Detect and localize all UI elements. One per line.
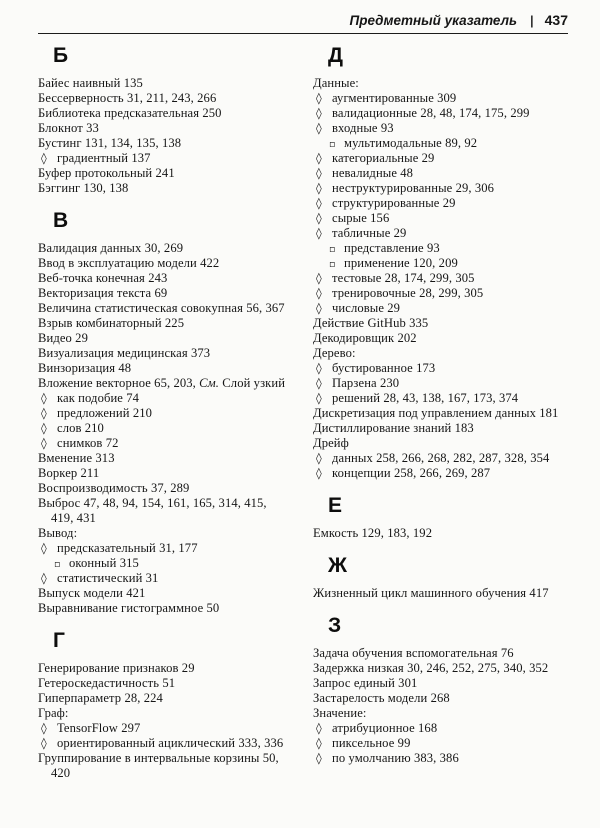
index-entry: [313, 286, 564, 301]
diamond-bullet-icon: ◊: [316, 376, 322, 390]
entry-term-pages: Емкость 129, 183, 192: [313, 526, 433, 540]
entry-term-pages: числовые 29: [332, 301, 401, 315]
entry-term-pages: структурированные 29: [332, 196, 456, 210]
entry-term-pages: Выпуск модели 421: [38, 586, 146, 600]
index-entry: [313, 316, 564, 331]
entry-term-pages: по умолчанию 383, 386: [332, 751, 459, 765]
index-entry: [313, 151, 564, 166]
index-entry: [313, 346, 564, 361]
index-entry: [313, 271, 564, 286]
entry-term-pages: Значение:: [313, 706, 367, 720]
index-entry: [38, 376, 289, 391]
index-entry: [313, 466, 564, 481]
entry-term-pages: Граф:: [38, 706, 69, 720]
index-entry: [38, 556, 289, 571]
entry-term-pages: статистический 31: [57, 571, 159, 585]
index-entry: [313, 406, 564, 421]
entry-term-pages: оконный 315: [69, 556, 139, 570]
entry-term-pages: данных 258, 266, 268, 282, 287, 328, 354: [332, 451, 550, 465]
index-entry: [313, 91, 564, 106]
entry-term-pages: Воркер 211: [38, 466, 100, 480]
entry-term-pages: предложений 210: [57, 406, 153, 420]
entry-term-pages: TensorFlow 297: [57, 721, 141, 735]
index-entry: [38, 166, 289, 181]
see-reference-label: См.: [199, 376, 220, 390]
entry-term-pages: Бессерверность 31, 211, 243, 266: [38, 91, 217, 105]
index-entry: [313, 436, 564, 451]
entry-term-pages: Данные:: [313, 76, 359, 90]
index-entry: [38, 271, 289, 286]
index-entry: [313, 136, 564, 151]
entry-term-pages: Группирование в интервальные корзины 50, 420: [38, 751, 279, 780]
diamond-bullet-icon: ◊: [41, 721, 47, 735]
entry-term-pages: Воспроизводимость 37, 289: [38, 481, 190, 495]
square-bullet-icon: ▫: [54, 559, 61, 570]
index-entry: [38, 331, 289, 346]
entry-term-pages: невалидные 48: [332, 166, 414, 180]
index-entry: [313, 106, 564, 121]
diamond-bullet-icon: ◊: [316, 301, 322, 315]
index-entry: [313, 736, 564, 751]
entry-term-pages: Видео 29: [38, 331, 88, 345]
index-entry: [38, 181, 289, 196]
index-entry: [313, 181, 564, 196]
index-entry: [313, 751, 564, 766]
entry-term-pages: пиксельное 99: [332, 736, 411, 750]
diamond-bullet-icon: ◊: [316, 451, 322, 465]
entry-term-pages: Дистиллирование знаний 183: [313, 421, 474, 435]
entry-term-pages: ориентированный ациклический 333, 336: [57, 736, 284, 750]
entry-term-pages: снимков 72: [57, 436, 119, 450]
index-entry: [38, 751, 289, 781]
index-entry: [38, 541, 289, 556]
entry-term-pages: концепции 258, 266, 269, 287: [332, 466, 491, 480]
index-entry: [38, 256, 289, 271]
entry-term-pages: Библиотека предсказательная 250: [38, 106, 222, 120]
index-columns: [38, 37, 568, 781]
entry-term-pages: Взрыв комбинаторный 225: [38, 316, 185, 330]
index-entry: [313, 166, 564, 181]
index-entry: [313, 361, 564, 376]
entry-term-pages: Гиперпараметр 28, 224: [38, 691, 163, 705]
index-entry: [38, 571, 289, 586]
entry-term-pages: Ввод в эксплуатацию модели 422: [38, 256, 220, 270]
entry-term-pages: категориальные 29: [332, 151, 435, 165]
index-entry: [38, 586, 289, 601]
section-letter: З: [328, 614, 342, 637]
page-number: 437: [544, 12, 568, 28]
column-left: [38, 37, 289, 781]
entry-term-pages: входные 93: [332, 121, 394, 135]
entry-term-pages: табличные 29: [332, 226, 407, 240]
diamond-bullet-icon: ◊: [316, 166, 322, 180]
square-bullet-icon: ▫: [329, 244, 336, 255]
index-entry: [38, 151, 289, 166]
entry-term-pages: Запрос единый 301: [313, 676, 418, 690]
diamond-bullet-icon: ◊: [41, 151, 47, 165]
entry-term-pages: Бэггинг 130, 138: [38, 181, 129, 195]
index-entry: [313, 211, 564, 226]
index-entry: [38, 301, 289, 316]
diamond-bullet-icon: ◊: [316, 361, 322, 375]
entry-term-pages: Парзена 230: [332, 376, 400, 390]
index-entry: [313, 706, 564, 721]
index-entry: [38, 241, 289, 256]
index-entry: [313, 76, 564, 91]
section-letter: Ж: [328, 554, 347, 577]
entry-term-pages: атрибуционное 168: [332, 721, 438, 735]
diamond-bullet-icon: ◊: [316, 751, 322, 765]
entry-term-pages: Генерирование признаков 29: [38, 661, 195, 675]
entry-term-pages: предсказательный 31, 177: [57, 541, 198, 555]
entry-term-pages: Дрейф: [313, 436, 349, 450]
diamond-bullet-icon: ◊: [316, 391, 322, 405]
column-right: [313, 37, 564, 781]
entry-term-pages: мультимодальные 89, 92: [344, 136, 478, 150]
running-head: [38, 12, 568, 34]
section-letter: В: [53, 209, 69, 232]
index-entry: [38, 421, 289, 436]
index-entry: [38, 661, 289, 676]
entry-term-pages: тестовые 28, 174, 299, 305: [332, 271, 475, 285]
diamond-bullet-icon: ◊: [316, 466, 322, 480]
entry-term-pages: Застарелость модели 268: [313, 691, 450, 705]
entry-term-pages: Блокнот 33: [38, 121, 99, 135]
entry-term-pages: градиентный 137: [57, 151, 151, 165]
entry-term-pages: Вывод:: [38, 526, 78, 540]
entry-term-pages: Бустинг 131, 134, 135, 138: [38, 136, 182, 150]
diamond-bullet-icon: ◊: [316, 106, 322, 120]
index-entry: [38, 466, 289, 481]
index-entry: [38, 736, 289, 751]
entry-term-pages: Выброс 47, 48, 94, 154, 161, 165, 314, 415, 419, 431: [38, 496, 267, 525]
diamond-bullet-icon: ◊: [316, 181, 322, 195]
index-entry: [38, 691, 289, 706]
index-entry: [38, 526, 289, 541]
running-head-separator: |: [530, 13, 534, 28]
index-entry: [38, 346, 289, 361]
diamond-bullet-icon: ◊: [316, 151, 322, 165]
index-entry: [38, 106, 289, 121]
entry-term-pages: Дерево:: [313, 346, 356, 360]
diamond-bullet-icon: ◊: [316, 196, 322, 210]
diamond-bullet-icon: ◊: [41, 436, 47, 450]
index-entry: [38, 136, 289, 151]
diamond-bullet-icon: ◊: [41, 736, 47, 750]
diamond-bullet-icon: ◊: [316, 121, 322, 135]
entry-term-pages: Величина статистическая совокупная 56, 367: [38, 301, 285, 315]
index-entry: [38, 676, 289, 691]
section-letter: Е: [328, 494, 343, 517]
entry-term-pages: Задача обучения вспомогательная 76: [313, 646, 514, 660]
index-entry: [38, 76, 289, 91]
index-entry: [313, 646, 564, 661]
index-entry: [38, 706, 289, 721]
index-entry: [313, 301, 564, 316]
entry-term-pages: как подобие 74: [57, 391, 140, 405]
index-entry: [38, 451, 289, 466]
index-entry: [313, 691, 564, 706]
diamond-bullet-icon: ◊: [316, 271, 322, 285]
index-entry: [38, 721, 289, 736]
diamond-bullet-icon: ◊: [41, 541, 47, 555]
index-entry: [313, 121, 564, 136]
index-entry: [38, 286, 289, 301]
entry-term-pages: Декодировщик 202: [313, 331, 417, 345]
diamond-bullet-icon: ◊: [316, 226, 322, 240]
index-entry: [313, 451, 564, 466]
square-bullet-icon: ▫: [329, 139, 336, 150]
index-entry: [38, 361, 289, 376]
entry-term-pages: Вложение векторное 65, 203,: [38, 376, 200, 390]
index-entry: [38, 436, 289, 451]
diamond-bullet-icon: ◊: [316, 286, 322, 300]
diamond-bullet-icon: ◊: [316, 91, 322, 105]
entry-term-pages: Действие GitHub 335: [313, 316, 429, 330]
index-entry: [38, 91, 289, 106]
entry-term-pages: представление 93: [344, 241, 440, 255]
diamond-bullet-icon: ◊: [316, 721, 322, 735]
index-entry: [38, 406, 289, 421]
index-entry: [38, 481, 289, 496]
diamond-bullet-icon: ◊: [316, 736, 322, 750]
entry-term-pages: неструктурированные 29, 306: [332, 181, 495, 195]
index-entry: [313, 421, 564, 436]
see-reference-target: Слой узкий: [219, 376, 286, 390]
entry-term-pages: Гетероскедастичность 51: [38, 676, 176, 690]
entry-term-pages: Визуализация медицинская 373: [38, 346, 211, 360]
entry-term-pages: Винзоризация 48: [38, 361, 132, 375]
entry-term-pages: бустированное 173: [332, 361, 436, 375]
diamond-bullet-icon: ◊: [316, 211, 322, 225]
entry-term-pages: применение 120, 209: [344, 256, 458, 270]
index-entry: [38, 601, 289, 616]
entry-term-pages: аугментированные 309: [332, 91, 457, 105]
index-entry: [313, 256, 564, 271]
index-entry: [313, 676, 564, 691]
index-entry: [38, 496, 289, 526]
entry-term-pages: валидационные 28, 48, 174, 175, 299: [332, 106, 530, 120]
entry-term-pages: Валидация данных 30, 269: [38, 241, 184, 255]
running-head-title: Предметный указатель: [349, 13, 517, 28]
entry-term-pages: Дискретизация под управлением данных 181: [313, 406, 559, 420]
entry-term-pages: сырые 156: [332, 211, 390, 225]
index-entry: [38, 121, 289, 136]
entry-term-pages: слов 210: [57, 421, 104, 435]
entry-term-pages: Байес наивный 135: [38, 76, 143, 90]
diamond-bullet-icon: ◊: [41, 391, 47, 405]
index-entry: [38, 391, 289, 406]
index-entry: [38, 316, 289, 331]
index-entry: [313, 586, 564, 601]
index-entry: [313, 376, 564, 391]
entry-term-pages: Задержка низкая 30, 246, 252, 275, 340, 352: [313, 661, 549, 675]
diamond-bullet-icon: ◊: [41, 406, 47, 420]
index-entry: [313, 331, 564, 346]
diamond-bullet-icon: ◊: [41, 421, 47, 435]
index-entry: [313, 241, 564, 256]
section-letter: Б: [53, 44, 69, 67]
entry-term-pages: Вменение 313: [38, 451, 115, 465]
entry-term-pages: Буфер протокольный 241: [38, 166, 175, 180]
entry-term-pages: Векторизация текста 69: [38, 286, 168, 300]
square-bullet-icon: ▫: [329, 259, 336, 270]
index-entry: [313, 661, 564, 676]
entry-term-pages: тренировочные 28, 299, 305: [332, 286, 484, 300]
index-entry: [313, 196, 564, 211]
entry-term-pages: Жизненный цикл машинного обучения 417: [313, 586, 549, 600]
diamond-bullet-icon: ◊: [41, 571, 47, 585]
index-entry: [313, 721, 564, 736]
section-letter: Д: [328, 44, 343, 67]
index-entry: [313, 226, 564, 241]
index-entry: [313, 526, 564, 541]
index-entry: [313, 391, 564, 406]
entry-term-pages: решений 28, 43, 138, 167, 173, 374: [332, 391, 519, 405]
entry-term-pages: Выравнивание гистограммное 50: [38, 601, 220, 615]
entry-term-pages: Веб-точка конечная 243: [38, 271, 168, 285]
section-letter: Г: [53, 629, 65, 652]
